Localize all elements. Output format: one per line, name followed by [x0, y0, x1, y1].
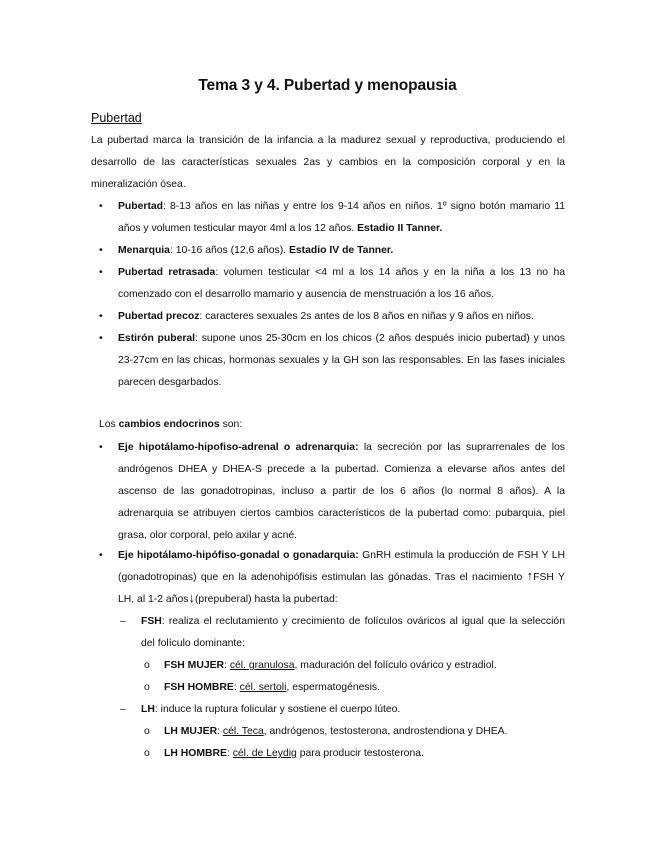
dash-marker: – — [120, 616, 126, 627]
bullet-marker: • — [99, 311, 103, 322]
gonadarquia-item: Eje hipotálamo-hipófiso-gonadal o gonadarquia: GnRH estimula la producción de FSH Y LH (gonadotropinas) que en la adenohipófisis estimulan las gónadas. Tras el nacimiento ↑FSH Y LH, al 1-2 años↓(prepuberal) hasta la pubertad: — [118, 550, 565, 605]
list-item-text: : supone unos 25-30cm en los chicos (2 años después inicio pubertad) y unos 23-27cm en las chicas, hormonas sexuales y la GH son las responsables. En las fases iniciales parecen desgarbados. — [118, 333, 565, 388]
list-item — [118, 306, 565, 328]
list-item-term: Pubertad retrasada — [118, 267, 216, 278]
list-item-term: Pubertad precoz — [118, 311, 200, 322]
list-item-text: : 10-16 años (12,6 años). — [169, 245, 289, 256]
fsh-item: FSH: realiza el reclutamiento y crecimiento de folículos ováricos al igual que la selección del folículo dominante: — [141, 616, 565, 649]
arrow-up-icon: ↑ — [526, 568, 534, 583]
fsh-hombre-item: FSH HOMBRE: cél. sertoli, espermatogénesis. — [164, 682, 380, 693]
circle-marker: o — [144, 748, 150, 759]
list-item-term: FSH — [141, 616, 162, 627]
intro-paragraph: La pubertad marca la transición de la infancia a la madurez sexual y reproductiva, produciendo el desarrollo de las características sexuales 2as y cambios en la composición corporal y en la mineralización ósea. — [91, 135, 565, 190]
bullet-marker: • — [99, 245, 103, 256]
lh-hombre-item: LH HOMBRE: cél. de Leydig para producir testosterona. — [164, 748, 424, 759]
circle-marker: o — [144, 726, 150, 737]
list-item-term: Eje hipotálamo-hipofiso-adrenal o adrenarquia: — [118, 442, 359, 453]
bullet-marker: • — [99, 201, 103, 212]
list-item-term: Estirón puberal — [118, 333, 196, 344]
list-item-term: Eje hipotálamo-hipófiso-gonadal o gonadarquia: — [118, 550, 359, 561]
dash-marker: – — [120, 704, 126, 715]
adrenarquia-item — [118, 437, 565, 547]
lh-item: LH: induce la ruptura folicular y sostiene el cuerpo lúteo. — [141, 704, 401, 715]
bullet-marker: • — [99, 267, 103, 278]
list-item-text: : caracteres sexuales 2s antes de los 8 años en niñas y 9 años en niños. — [199, 311, 534, 322]
list-item-bold-tail: Estadio IV de Tanner. — [288, 245, 394, 256]
bullet-marker: • — [99, 550, 103, 561]
endocrine-intro: Los cambios endocrinos son: — [99, 419, 243, 430]
bullet-marker: • — [99, 442, 103, 453]
list-item — [118, 328, 565, 394]
circle-marker: o — [144, 682, 150, 693]
list-item-term: LH — [141, 704, 155, 715]
circle-marker: o — [144, 660, 150, 671]
list-item — [118, 262, 565, 306]
section-heading: Pubertad — [91, 111, 142, 125]
lh-mujer-item: LH MUJER: cél. Teca, andrógenos, testosterona, androstendiona y DHEA. — [164, 726, 508, 737]
list-item — [118, 196, 565, 240]
arrow-down-icon: ↓ — [188, 590, 195, 605]
list-item-term: Pubertad — [118, 201, 164, 212]
bullet-marker: • — [99, 333, 103, 344]
page-title: Tema 3 y 4. Pubertad y menopausia — [198, 77, 457, 94]
fsh-mujer-item: FSH MUJER: cél. granulosa, maduración del folículo ovárico y estradiol. — [164, 660, 497, 671]
list-item-term: Menarquia — [118, 245, 170, 256]
list-item-text: : volumen testicular <4 ml a los 14 años y en la niña a los 13 no ha comenzado con el desarrollo mamario y ausencia de menstruación a los 16 años. — [118, 267, 565, 300]
list-item-bold-tail: Estadio II Tanner. — [357, 223, 443, 234]
list-item — [118, 240, 565, 262]
list-item-text: la secreción por las suprarrenales de los andrógenos DHEA y DHEA-S precede a la pubertad. Comienza a elevarse años antes del ascenso de las gonadotropinas, incluso a partir de los 6 años (lo normal 8 años). A la adrenarquia se atribuyen ciertos cambios característicos de la pubertad como: pubarquia, piel grasa, olor corporal, pelo axilar y acné. — [118, 442, 566, 541]
list-item-text: : 8-13 años en las niñas y entre los 9-14 años en niños. 1º signo botón mamario 11 años y volumen testicular mayor 4ml a los 12 años. — [118, 201, 565, 234]
